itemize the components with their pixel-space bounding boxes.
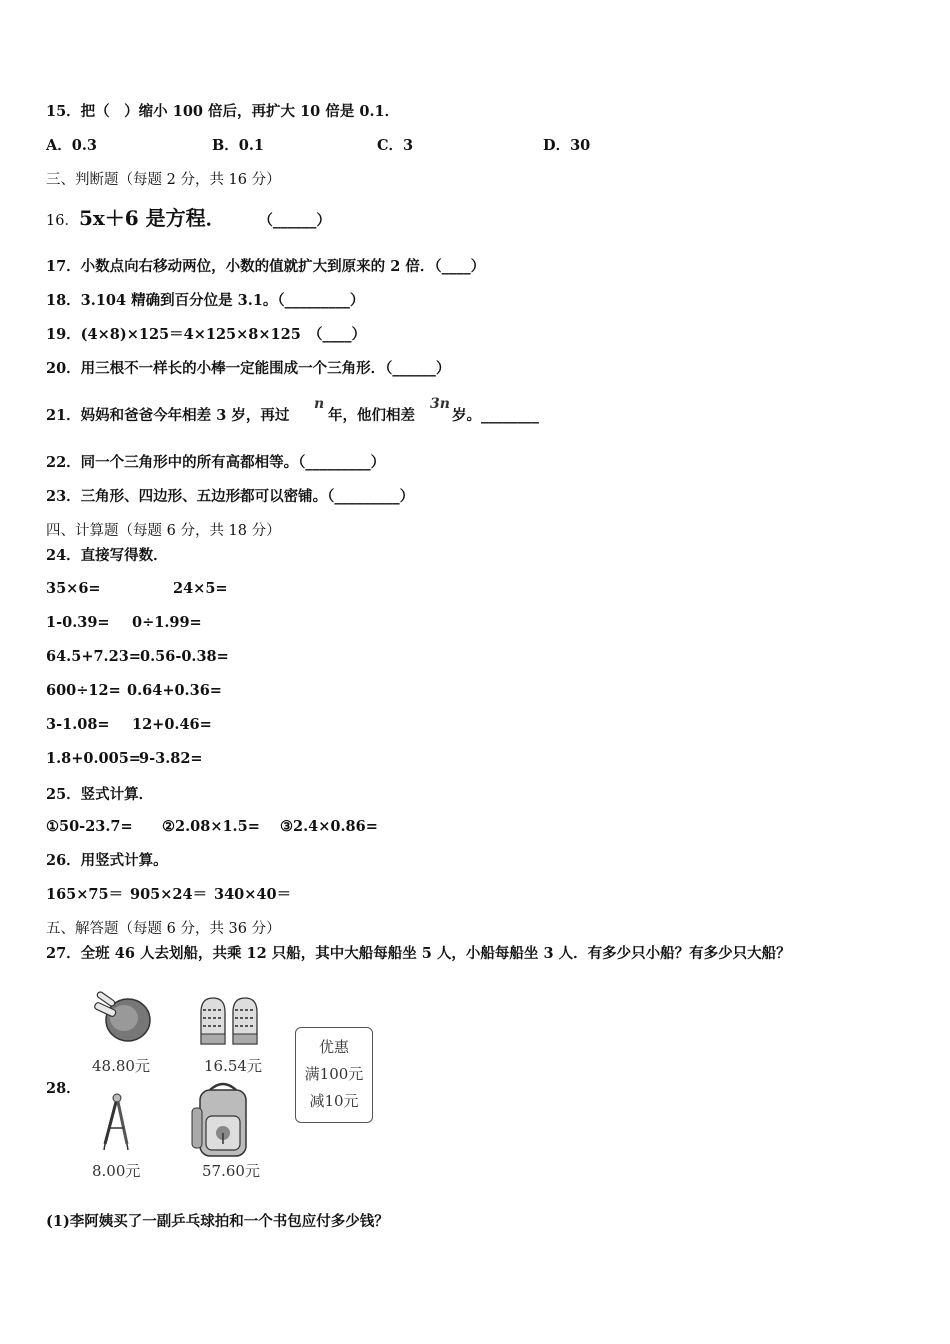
gloves-icon: [195, 992, 265, 1048]
question-17: 17．小数点向右移动两位，小数的值就扩大到原来的 2 倍．（____）: [46, 258, 486, 275]
calc-item: 64.5+7.23=: [46, 648, 141, 665]
calc-item: 1.8+0.005=: [46, 750, 141, 767]
price-label: 16.54元: [204, 1057, 262, 1075]
vertical-calc-item: ①50-23.7=: [46, 818, 133, 835]
promo-line: 满100元: [304, 1065, 364, 1083]
question-19: 19．(4×8)×125＝4×125×8×125 （____）: [46, 326, 367, 343]
calc-item: 0.56-0.38=: [140, 648, 229, 665]
vertical-calc-item: ②2.08×1.5=: [162, 818, 260, 835]
calc-row: [46, 579, 228, 599]
vertical-calc-item: 165×75＝: [46, 886, 124, 903]
calc-item: 600÷12=: [46, 682, 121, 699]
question-28-sub-1: (1)李阿姨买了一副乒乓球拍和一个书包应付多少钱？: [46, 1213, 389, 1230]
calc-item: 24×5=: [173, 580, 228, 597]
question-25-title: 25．竖式计算．: [46, 786, 154, 803]
section-4-heading: 四、计算题（每题 6 分，共 18 分）: [46, 523, 281, 539]
question-26-items: [46, 885, 292, 905]
question-20: 20．用三根不一样长的小棒一定能围成一个三角形．（______）: [46, 360, 451, 377]
question-15: 15．把（ ）缩小 100 倍后，再扩大 10 倍是 0.1．: [46, 103, 400, 120]
calc-item: 3-1.08=: [46, 716, 110, 733]
section-5-heading: 五、解答题（每题 6 分，共 36 分）: [46, 921, 281, 937]
compass-icon: [95, 1092, 135, 1152]
q21-part-b: 年，他们相差: [328, 407, 415, 424]
q21-part-a: 21．妈妈和爸爸今年相差 3 岁，再过: [46, 407, 290, 424]
ping-pong-paddle-icon: [90, 990, 158, 1048]
calc-item: 0÷1.99=: [132, 614, 202, 631]
question-22: 22．同一个三角形中的所有高都相等。（_________）: [46, 454, 386, 471]
backpack-icon: [188, 1078, 258, 1160]
promo-title: 优惠: [318, 1038, 349, 1056]
price-label: 48.80元: [92, 1057, 150, 1075]
vertical-calc-item: ③2.4×0.86=: [280, 818, 378, 835]
q21-part-c: 岁。________: [452, 407, 539, 424]
calc-item: 9-3.82=: [139, 750, 203, 767]
calc-row: [46, 715, 212, 735]
q21-3n-symbol: 3n: [430, 396, 450, 412]
question-25-items: [46, 817, 378, 837]
question-18: 18．3.104 精确到百分位是 3.1。（_________）: [46, 292, 365, 309]
calc-item: 1-0.39=: [46, 614, 110, 631]
calc-item: 0.64+0.36=: [127, 682, 222, 699]
option-a: A．0.3: [46, 137, 97, 154]
q16-text: 5x＋6 是方程．: [78, 206, 226, 230]
q21-n-symbol: n: [314, 396, 325, 412]
q16-blank: （______）: [265, 212, 331, 229]
question-16: [46, 205, 331, 231]
calc-row: [46, 749, 203, 769]
option-d: D．30: [543, 137, 591, 154]
calc-row: [46, 613, 202, 633]
promo-sign: [295, 1027, 373, 1123]
price-label: 57.60元: [202, 1162, 260, 1180]
option-c: C．3: [377, 137, 414, 154]
price-label: 8.00元: [92, 1162, 141, 1180]
calc-item: 12+0.46=: [132, 716, 212, 733]
question-15-options: [46, 136, 746, 156]
question-27: 27．全班 46 人去划船，共乘 12 只船，其中大船每船坐 5 人，小船每船坐 3 人．有多少只小船？有多少只大船？: [46, 945, 791, 962]
section-3-heading: 三、判断题（每题 2 分，共 16 分）: [46, 172, 281, 188]
question-23: 23．三角形、四边形、五边形都可以密铺。（_________）: [46, 488, 415, 505]
vertical-calc-item: 340×40＝: [214, 886, 292, 903]
question-24-title: 24．直接写得数．: [46, 547, 168, 564]
calc-row: [46, 647, 229, 667]
question-26-title: 26．用竖式计算。: [46, 852, 168, 869]
option-b: B．0.1: [212, 137, 264, 154]
vertical-calc-item: 905×24＝: [130, 886, 208, 903]
calc-row: [46, 681, 222, 701]
promo-line: 减10元: [309, 1092, 359, 1110]
question-28-number: 28．: [46, 1080, 81, 1097]
question-21: [46, 396, 606, 428]
calc-item: 35×6=: [46, 580, 101, 597]
q16-number: 16．: [46, 213, 79, 229]
